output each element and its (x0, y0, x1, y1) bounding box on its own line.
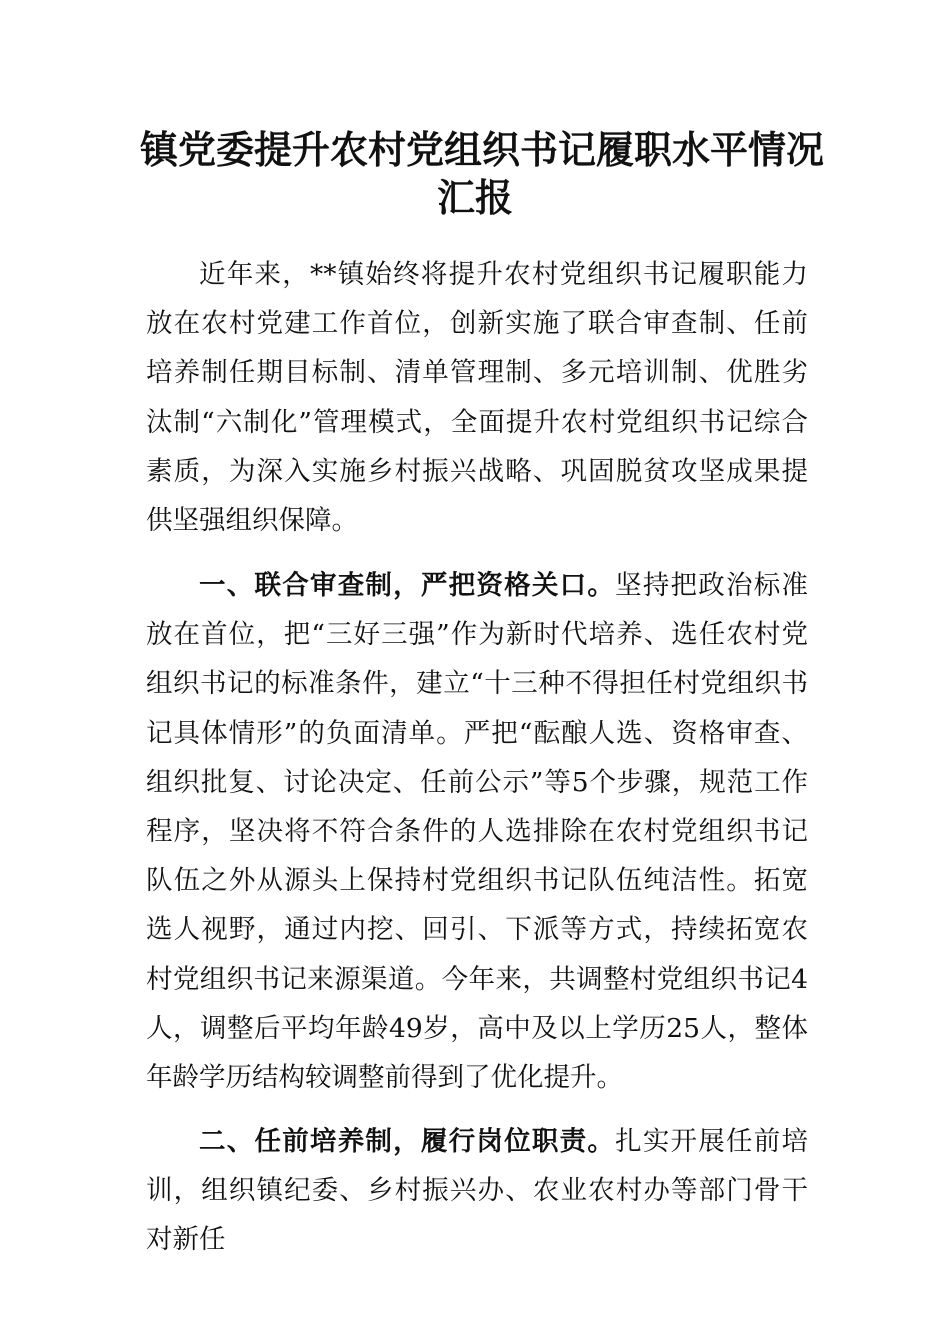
intro-paragraph (146, 250, 808, 545)
section-1-body: 坚持把政治标准放在首位，把“三好三强”作为新时代培养、选任农村党组织书记的标准条件，建立“十三种不得担任村党组织书记具体情形”的负面清单。严把“酝酿人选、资格审查、组织批复、讨论决定、任前公示”等5个步骤，规范工作程序，坚决将不符合条件的人选排除在农村党组织书记队伍之外从源头上保持村党组织书记队伍纯洁性。拓宽选人视野，通过内挖、回引、下派等方式，持续拓宽农村党组织书记来源渠道。今年来，共调整村党组织书记4人，调整后平均年龄49岁，高中及以上学历25人，整体年龄学历结构较调整前得到了优化提升。 (146, 570, 809, 1094)
section-1-paragraph (146, 561, 808, 1102)
document-title-line-1: 镇党委提升农村党组织书记履职水平情况 (140, 127, 825, 172)
section-1-heading: 一、联合审查制，严把资格关口。 (199, 570, 616, 601)
document-title-line-2: 汇报 (436, 175, 513, 220)
section-2-heading: 二、任前培养制，履行岗位职责。 (199, 1126, 616, 1157)
section-2-body: 扎实开展任前培训，组织镇纪委、乡村振兴办、农业农村办等部门骨干对新任 (146, 1126, 809, 1256)
paragraph-body: 近年来，**镇始终将提升农村党组织书记履职能力放在农村党建工作首位，创新实施了联合审查制、任前培养制任期目标制、清单管理制、多元培训制、优胜劣汰制“六制化”管理模式，全面提升农村党组织书记综合素质，为深入实施乡村振兴战略、巩固脱贫攻坚成果提供坚强组织保障。 (146, 259, 808, 537)
section-2-paragraph (146, 1117, 808, 1265)
